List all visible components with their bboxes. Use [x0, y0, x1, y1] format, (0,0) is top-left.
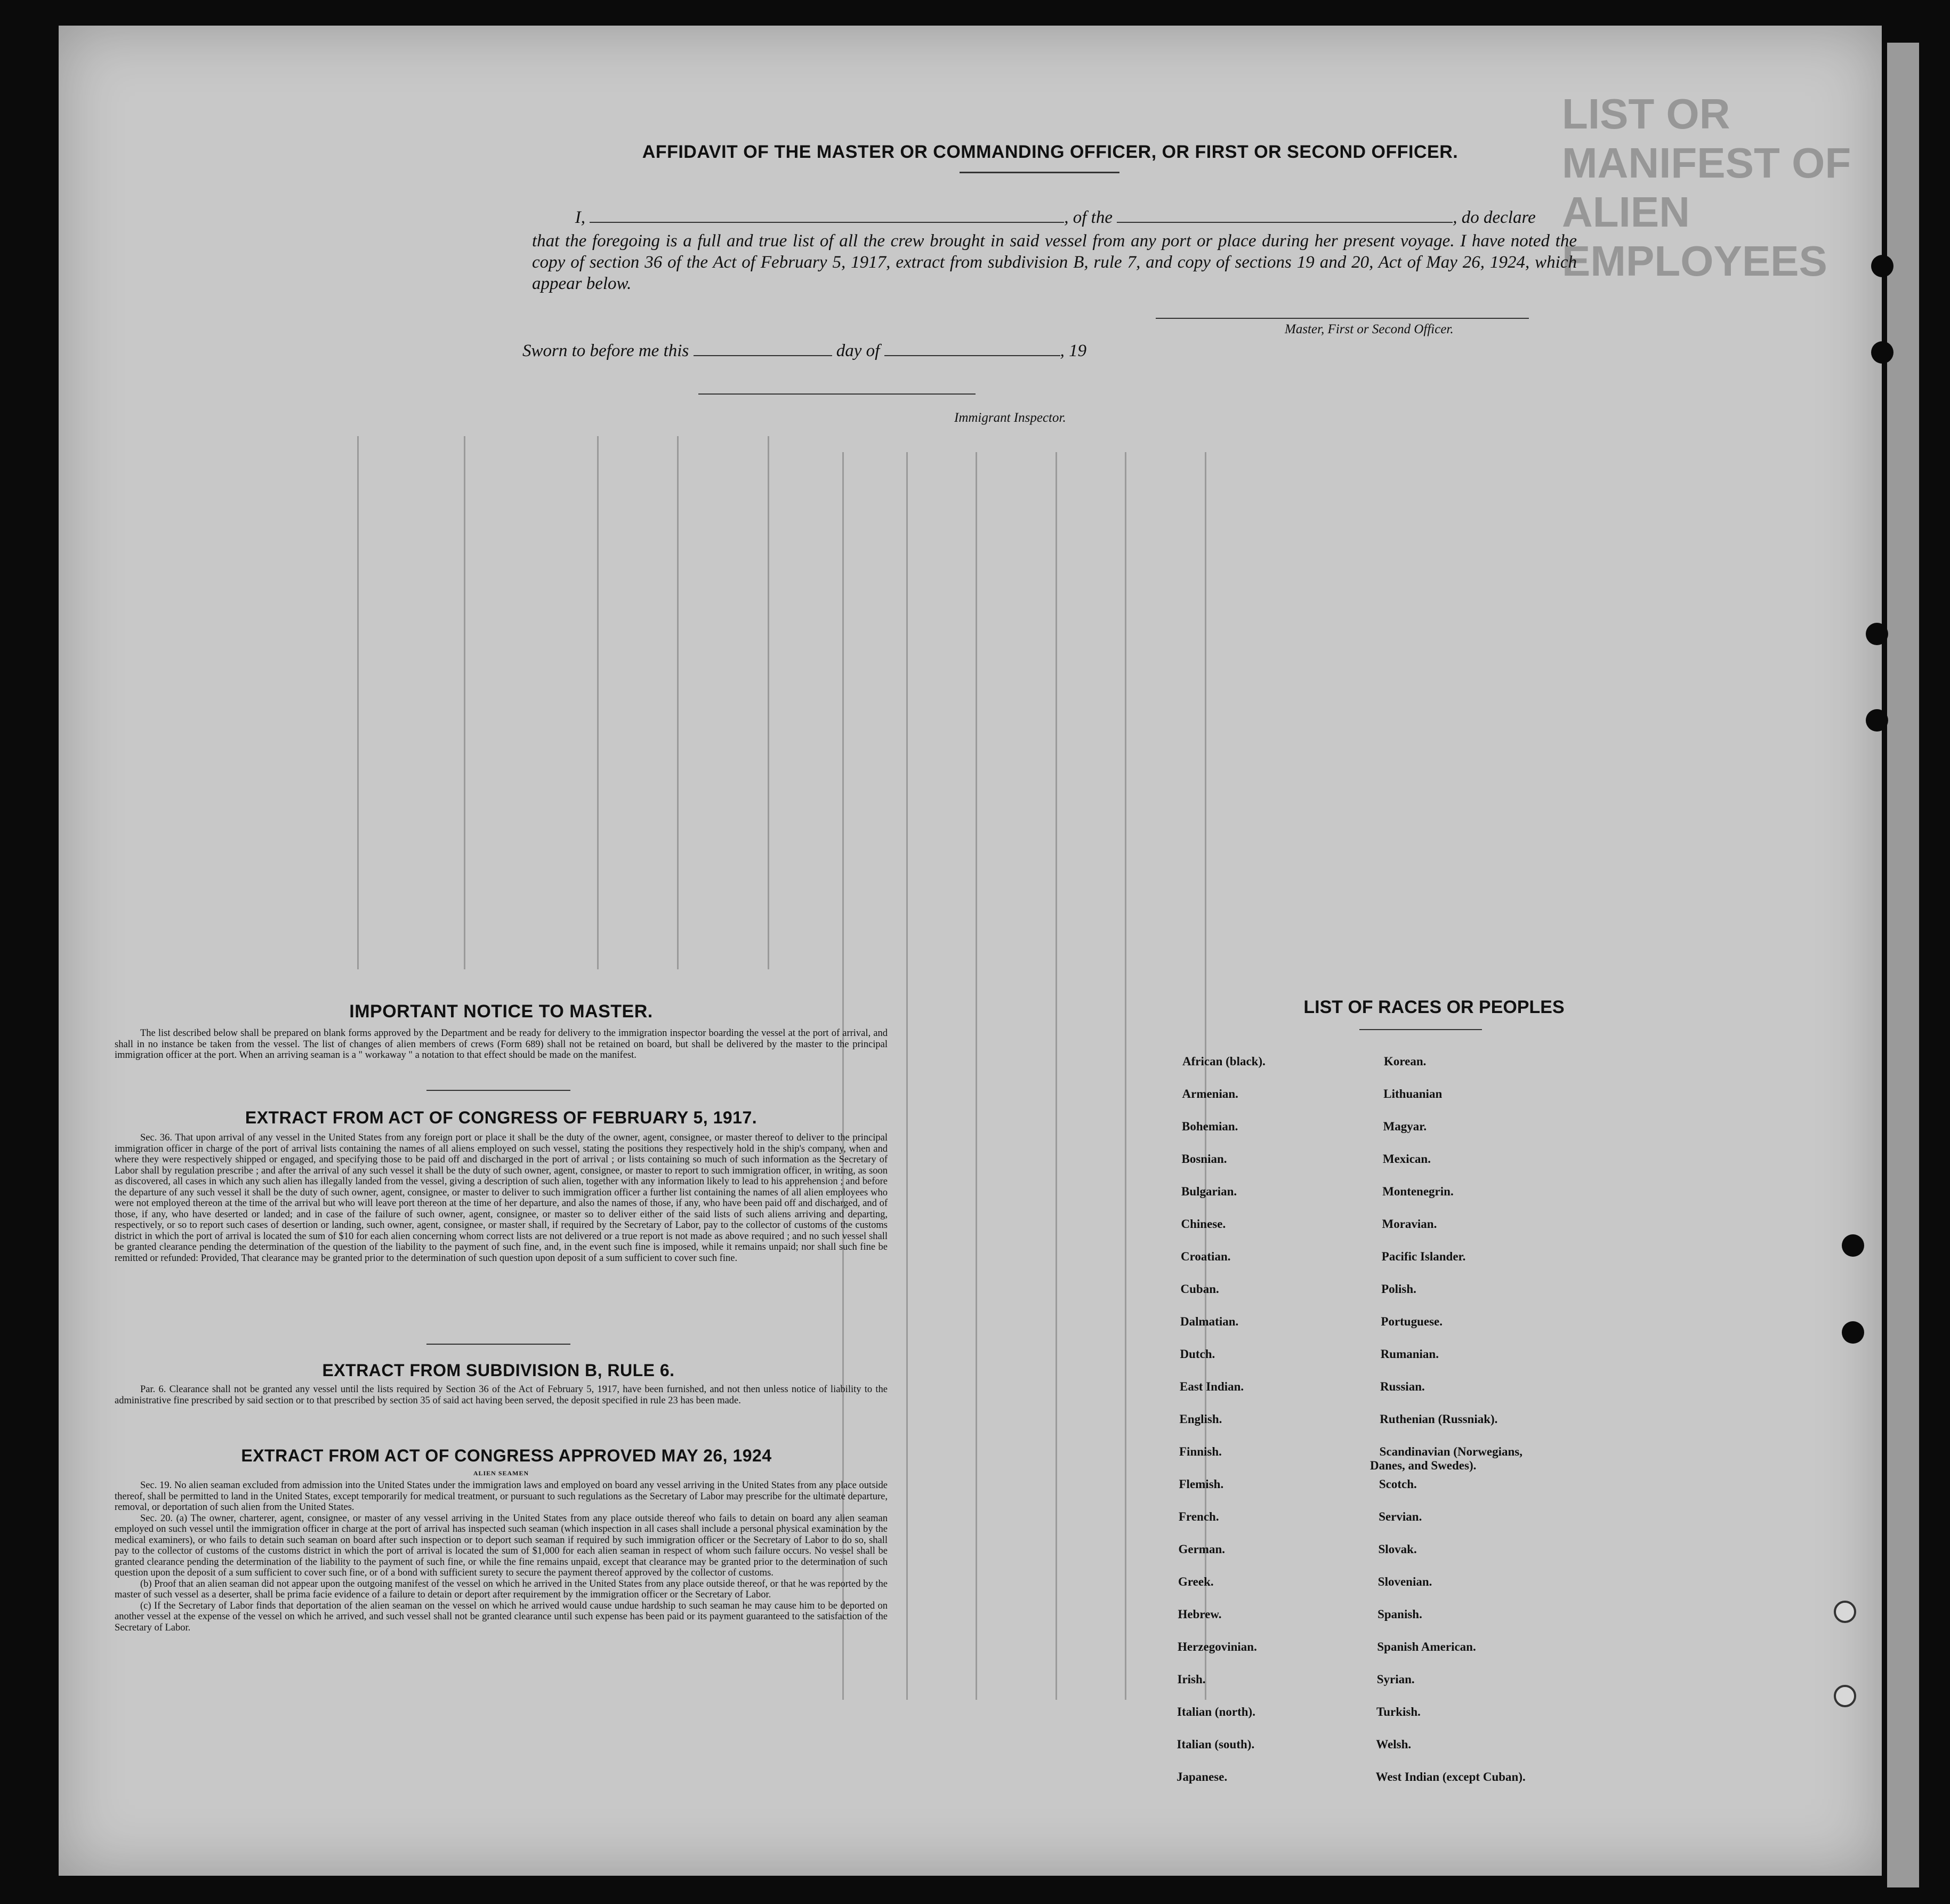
notice-text: [115, 1028, 888, 1061]
sheet-edge: [1887, 43, 1919, 1887]
notice-title: IMPORTANT NOTICE TO MASTER.: [349, 1001, 653, 1022]
punch-hole: [1842, 1234, 1864, 1257]
day-of-label: day of: [836, 341, 880, 360]
section-19-paragraph: Sec. 19. No alien seaman excluded from admission into the United States under the immigration laws and employed on board any vessel arriving in the United States from any place outside thereof, shall be permitted to land in the United States, except temporarily for medical treatment, or pursuant to such regulations as the Secretary of Labor may prescribe for the ultimate departure, removal, or deportation of such alien from the United States.: [115, 1480, 888, 1513]
race-item: Syrian.: [1376, 1673, 1415, 1686]
section-20a-paragraph: Sec. 20. (a) The owner, charterer, agent, consignee, or master of any vessel arriving in the United States from any place outside thereof who fails to detain on board any alien seaman employed on such vessel until the immigration officer in charge at the port of arrival has inspected such seaman (which inspection in all cases shall include a personal physical examination by the medical examiners), or who fails to detain such seaman on board after such inspection or to deport such seaman if required by such immigration officer or the Secretary of Labor to do so, shall pay to the collector of customs of the customs district in which the port of arrival is located the sum of $1,000 for each alien seaman in respect of whom such failure occurs. No vessel shall be granted clearance pending the determination of the liability to the payment of such fine, or while the fine remains unpaid, except that clearance may be granted prior to the determination of such question upon the deposit of a sum sufficient to cover such fine, or of a bond with sufficient surety to secure the payment thereof approved by the collector of customs.: [115, 1513, 888, 1578]
affidavit-of-the: , of the: [1064, 208, 1113, 227]
race-item: Bulgarian.: [1181, 1185, 1237, 1198]
race-item: Italian (south).: [1177, 1738, 1255, 1751]
race-item: Croatian.: [1181, 1250, 1231, 1263]
extract-1917-rule: [426, 1344, 570, 1345]
race-item: West Indian (except Cuban).: [1375, 1770, 1526, 1784]
extract-1917-title: EXTRACT FROM ACT OF CONGRESS OF FEBRUARY 5, 1917.: [245, 1108, 758, 1127]
race-item: Montenegrin.: [1382, 1185, 1454, 1198]
rule-6-paragraph: Par. 6. Clearance shall not be granted any vessel until the lists required by Section 36 of the Act of February 5, 1917, have been furnished, and not then unless notice of liability to the administrative fine prescribed by said section or to that prescribed by section 35 of said act having been served, the deposit specified in rule 23 has been made.: [115, 1384, 888, 1406]
affidavit-title: AFFIDAVIT OF THE MASTER OR COMMANDING OFFICER, OR FIRST OR SECOND OFFICER.: [642, 142, 1459, 162]
section-20c-paragraph: (c) If the Secretary of Labor finds that deportation of the alien seaman on the vessel on which he arrived would cause undue hardship to such seaman he may cause him to be deported on another vessel at the expense of the vessel on which he arrived, and such vessel shall not be granted clearance until such expense has been paid or its payment guaranteed to the satisfaction of the Secretary of Labor.: [115, 1600, 888, 1633]
manifest-page: [59, 26, 1882, 1876]
race-item: Bosnian.: [1181, 1152, 1227, 1166]
race-item: Spanish.: [1377, 1608, 1422, 1621]
race-item: Lithuanian: [1383, 1087, 1443, 1100]
bleed-through-texture: LIST OR MANIFEST OF ALIEN EMPLOYEES: [59, 26, 1882, 1876]
race-item: Portuguese.: [1381, 1315, 1443, 1328]
race-item: Pacific Islander.: [1381, 1250, 1466, 1263]
race-scandinavian-continued: Danes, and Swedes).: [1370, 1459, 1477, 1472]
race-item: Polish.: [1381, 1282, 1416, 1296]
punch-hole: [1834, 1685, 1856, 1707]
race-item: Moravian.: [1382, 1217, 1437, 1231]
affidavit-declare: , do declare: [1453, 208, 1536, 227]
race-item: Slovenian.: [1377, 1575, 1432, 1588]
section-36-paragraph: Sec. 36. That upon arrival of any vessel in the United States from any foreign port or place it shall be the duty of the owner, agent, consignee, or master thereof to deliver to the principal immigration officer in charge of the port of arrival lists containing the names of all aliens employed on such vessel, stating the positions they respectively hold in the ship's company, when and where they were respectively shipped or engaged, and specifying those to be paid off and discharged in the port of arrival ; or lists containing so much of such information as the Secretary of Labor shall by regulation prescribe ; and after the arrival of any such vessel it shall be the duty of such owner, agent, consignee, or master to report to such immigration officer, in writing, as soon as discovered, all cases in which any such alien has illegally landed from the vessel, giving a description of such alien, together with any information likely to lead to his apprehension ; and before the departure of any such vessel it shall be the duty of such owner, agent, consignee, or master to deliver to such immigration officer a further list containing the names of all alien employees who were not employed thereon at the time of the arrival but who will leave port thereon at the time of her departure, and also the names of those, if any, who have been paid off and discharged, and of those, if any, who have deserted or landed; and in case of the failure of such owner, agent, consignee, or master so to deliver either of the said lists of such aliens arriving and departing, respectively, or so to report such cases of desertion or landing, such owner, agent, consignee, or master shall, if required by the Secretary of Labor, pay to the collector of customs of the customs district in which the port of arrival is located the sum of $10 for each alien concerning whom correct lists are not delivered or a true report is not made as above required ; and no such vessel shall be granted clearance pending the determination of the question of the liability to the payment of such fine, and, in the event such fine is imposed, while it remains unpaid; nor shall such fine be remitted or refunded: Provided, That clearance may be granted prior to the determination of such question upon deposit of a sum sufficient to cover such fine.: [115, 1132, 888, 1264]
vessel-blank-line: [1117, 207, 1453, 223]
signature-line: [1156, 318, 1529, 319]
race-item: Irish.: [1177, 1673, 1206, 1686]
race-item: Italian (north).: [1177, 1705, 1255, 1718]
race-item: English.: [1179, 1412, 1222, 1426]
affidavit-declaration: [532, 207, 1577, 294]
race-item: Armenian.: [1182, 1087, 1238, 1100]
affidavit-body: that the foregoing is a full and true list of all the crew brought in said vessel from any port or place during her present voyage. I have noted the copy of section 36 of the Act of February 5, 1917, extract from subdivision B, rule 7, and copy of sections 19 and 20, Act of May 26, 1924, which appear below.: [532, 231, 1577, 293]
notice-rule: [426, 1090, 570, 1091]
sworn-label: Sworn to before me this: [522, 341, 689, 360]
race-item: Russian.: [1380, 1380, 1425, 1393]
races-title: LIST OF RACES OR PEOPLES: [1303, 997, 1565, 1017]
punch-hole: [1842, 1321, 1864, 1344]
punch-hole: [1834, 1601, 1856, 1623]
race-item: Scandinavian (Norwegians,: [1379, 1445, 1522, 1458]
punch-hole: [1871, 255, 1893, 277]
affidavit-i: I,: [575, 208, 585, 227]
race-item: Slovak.: [1378, 1543, 1417, 1556]
extract-1924-title: EXTRACT FROM ACT OF CONGRESS APPROVED MAY 26, 1924: [241, 1446, 772, 1465]
name-blank-line: [590, 207, 1064, 223]
race-item: Ruthenian (Russniak).: [1380, 1412, 1498, 1426]
notice-paragraph: The list described below shall be prepared on blank forms approved by the Department and be ready for delivery to the immigration inspector boarding the vessel at the port of arrival, and shall in no instance be taken from the vessel. The list of changes of alien members of crews (Form 689) shall not be retained on board, but shall be delivered by the master to the principal immigration officer at the port. When an arriving seaman is a " workaway " a notation to that effect should be made on the manifest.: [115, 1028, 888, 1061]
race-item: Greek.: [1178, 1575, 1214, 1588]
sworn-line: [522, 340, 1086, 361]
race-item: Japanese.: [1177, 1770, 1228, 1784]
punch-hole: [1866, 623, 1888, 645]
race-item: Rumanian.: [1380, 1347, 1439, 1361]
day-blank-line: [694, 340, 832, 356]
race-item: Herzegovinian.: [1178, 1640, 1257, 1653]
extract-1917-text: [115, 1132, 888, 1264]
race-item: Bohemian.: [1182, 1120, 1238, 1133]
race-item: Magyar.: [1383, 1120, 1427, 1133]
race-item: French.: [1179, 1510, 1219, 1523]
race-item: Dutch.: [1180, 1347, 1215, 1361]
race-item: Cuban.: [1180, 1282, 1219, 1296]
title-rule: [960, 172, 1119, 173]
month-blank-line: [884, 340, 1060, 356]
race-item: Korean.: [1384, 1055, 1427, 1068]
extract-1924-text: [115, 1480, 888, 1633]
race-item: African (black).: [1182, 1055, 1266, 1068]
race-item: Turkish.: [1376, 1705, 1421, 1718]
race-item: Dalmatian.: [1180, 1315, 1239, 1328]
punch-hole: [1871, 341, 1893, 364]
inspector-label: Immigrant Inspector.: [954, 411, 1066, 425]
races-rule: [1359, 1029, 1482, 1030]
year-label: , 19: [1060, 341, 1087, 360]
race-item: Servian.: [1379, 1510, 1422, 1523]
race-item: East Indian.: [1180, 1380, 1244, 1393]
punch-hole: [1866, 709, 1888, 732]
section-20b-paragraph: (b) Proof that an alien seaman did not appear upon the outgoing manifest of the vessel on which he arrived in the United States from any place outside thereof, or that he was reported by the master of such vessel as a deserter, shall be prima facie evidence of a failure to detain or deport after requirement by the immigration officer or the Secretary of Labor.: [115, 1578, 888, 1600]
race-item: Chinese.: [1181, 1217, 1226, 1231]
race-item: Scotch.: [1379, 1477, 1417, 1491]
race-item: Spanish American.: [1377, 1640, 1476, 1653]
rule-6-title: EXTRACT FROM SUBDIVISION B, RULE 6.: [322, 1361, 675, 1380]
inspector-signature-line: [698, 393, 976, 395]
race-item: Hebrew.: [1178, 1608, 1222, 1621]
race-item: Mexican.: [1382, 1152, 1431, 1166]
race-item: German.: [1178, 1543, 1226, 1556]
race-item: Flemish.: [1179, 1477, 1224, 1491]
alien-seamen-subtitle: ALIEN SEAMEN: [473, 1469, 529, 1477]
race-item: Finnish.: [1179, 1445, 1222, 1458]
rule-6-text: [115, 1384, 888, 1406]
race-item: Welsh.: [1376, 1738, 1412, 1751]
signature-label: Master, First or Second Officer.: [1285, 322, 1454, 336]
